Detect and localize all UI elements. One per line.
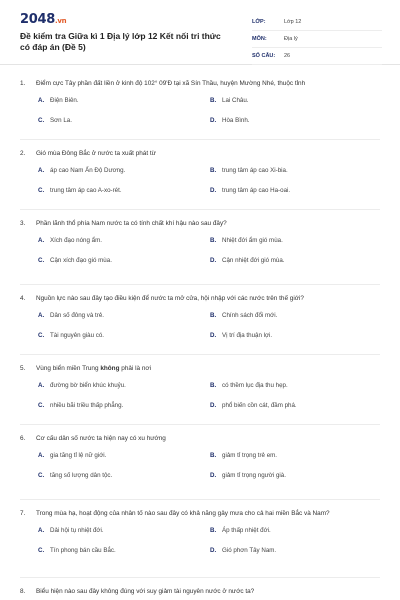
logo-suffix: .vn [54, 17, 67, 25]
answer-options [0, 380, 400, 420]
question-1 [0, 78, 400, 135]
question-row [0, 148, 400, 159]
option-letter: C. [38, 257, 45, 264]
answer-option-b[interactable] [210, 235, 382, 246]
option-letter: B. [210, 452, 217, 459]
answer-option-a[interactable] [38, 310, 210, 321]
option-letter: D. [210, 117, 217, 124]
question-divider [20, 284, 380, 285]
meta-subject-row [252, 31, 382, 48]
answer-option-d[interactable] [210, 255, 382, 266]
page-header [0, 0, 400, 65]
answer-option-a[interactable] [38, 165, 210, 176]
meta-subject-value: Địa lý [284, 36, 298, 42]
question-divider [20, 209, 380, 210]
option-text: Lai Châu. [222, 97, 249, 104]
question-divider [20, 577, 380, 578]
question-row [0, 433, 400, 444]
meta-count-label: SỐ CÂU: [252, 53, 276, 59]
question-divider [20, 139, 380, 140]
meta-class-row [252, 14, 382, 31]
option-letter: C. [38, 472, 45, 479]
answer-options [0, 525, 400, 565]
question-divider [20, 354, 380, 355]
question-text-emphasis: không [100, 365, 120, 372]
option-text: Cận nhiệt đới gió mùa. [222, 257, 285, 264]
answer-options [0, 235, 400, 275]
answer-option-a[interactable] [38, 380, 210, 391]
question-4 [0, 293, 400, 350]
option-letter: C. [38, 117, 45, 124]
option-text: có thềm lục địa thu hẹp. [222, 382, 288, 389]
question-number: 6. [20, 435, 26, 442]
option-letter: C. [38, 547, 45, 554]
option-letter: A. [38, 527, 45, 534]
option-letter: D. [210, 472, 217, 479]
question-number: 7. [20, 510, 26, 517]
option-text: Gió phơn Tây Nam. [222, 547, 277, 554]
site-logo[interactable] [20, 12, 66, 27]
question-row [0, 218, 400, 229]
answer-option-d[interactable] [210, 545, 382, 556]
option-text: trung tâm áp cao Ha-oai. [222, 187, 291, 194]
answer-options [0, 95, 400, 135]
page-title: Đề kiểm tra Giữa kì 1 Địa lý lớp 12 Kết nối tri thức có đáp án (Đề 5) [20, 31, 221, 52]
question-8 [0, 586, 400, 597]
question-text [36, 363, 380, 374]
option-text: đường bờ biển khúc khuỷu. [50, 382, 126, 389]
question-row [0, 293, 400, 304]
option-letter: C. [38, 187, 45, 194]
answer-option-a[interactable] [38, 450, 210, 461]
answer-option-d[interactable] [210, 115, 382, 126]
question-row [0, 586, 400, 597]
option-letter: D. [210, 402, 217, 409]
answer-option-b[interactable] [210, 95, 382, 106]
question-3 [0, 218, 400, 275]
option-letter: A. [38, 452, 45, 459]
meta-panel [252, 14, 382, 65]
question-6 [0, 433, 400, 490]
option-text: Chính sách đổi mới. [222, 312, 278, 319]
option-text: Cận xích đạo gió mùa. [50, 257, 112, 264]
question-row [0, 363, 400, 374]
option-text: gia tăng tỉ lệ nữ giới. [50, 452, 107, 459]
question-number: 4. [20, 295, 26, 302]
option-text: Hòa Bình. [222, 117, 250, 124]
answer-option-a[interactable] [38, 525, 210, 536]
answer-option-c[interactable] [38, 400, 210, 411]
answer-option-c[interactable] [38, 330, 210, 341]
question-text-part: Vùng biển miền Trung [36, 365, 101, 372]
meta-class-label: LỚP: [252, 19, 266, 25]
option-text: trung tâm áp cao Xi-bia. [222, 167, 288, 174]
question-text: Cơ cấu dân số nước ta hiện nay có xu hướng [36, 435, 166, 442]
question-text: Điểm cực Tây phần đất liền ở kinh độ 102° 09'Đ tại xã Sín Thầu, huyện Mường Nhé, thuộc tỉnh [36, 80, 306, 87]
option-text: Nhiệt đới ẩm gió mùa. [222, 237, 283, 244]
option-text: Dân số đông và trẻ. [50, 312, 105, 319]
option-text: Tín phong bán cầu Bắc. [50, 547, 116, 554]
question-number: 2. [20, 150, 26, 157]
option-letter: A. [38, 382, 45, 389]
option-letter: B. [210, 382, 217, 389]
answer-option-a[interactable] [38, 235, 210, 246]
question-text: Biểu hiện nào sau đây không đúng với suy giảm tài nguyên nước ở nước ta? [36, 588, 255, 595]
option-text: Tài nguyên giàu có. [50, 332, 105, 339]
option-text: áp cao Nam Ấn Độ Dương. [50, 167, 126, 174]
question-text-part: phải là nơi [119, 365, 152, 372]
question-text: Nguồn lực nào sau đây tạo điều kiện để nước ta mở cửa, hội nhập với các nước trên thế giới? [36, 295, 304, 302]
answer-option-c[interactable] [38, 255, 210, 266]
answer-options [0, 310, 400, 350]
answer-option-b[interactable] [210, 310, 382, 321]
meta-count-value: 26 [284, 53, 291, 59]
answer-option-b[interactable] [210, 380, 382, 391]
answer-options [0, 450, 400, 490]
option-letter: B. [210, 167, 217, 174]
option-text: nhiều bãi triều thấp phẳng. [50, 402, 124, 409]
question-row [0, 508, 400, 519]
question-text: Trong mùa hạ, hoạt động của nhân tố nào sau đây có khả năng gây mưa cho cả hai miền Bắc và Nam? [36, 510, 330, 517]
option-text: Xích đạo nóng ẩm. [50, 237, 102, 244]
question-number: 8. [20, 588, 26, 595]
answer-option-d[interactable] [210, 400, 382, 411]
answer-option-c[interactable] [38, 470, 210, 481]
option-letter: A. [38, 237, 45, 244]
option-text: Điện Biên. [50, 97, 79, 104]
option-text: giảm tỉ trọng người già. [222, 472, 286, 479]
option-text: Dải hội tụ nhiệt đới. [50, 527, 104, 534]
option-letter: D. [210, 332, 217, 339]
option-letter: D. [210, 257, 217, 264]
answer-options [0, 165, 400, 205]
option-letter: B. [210, 527, 217, 534]
question-number: 1. [20, 80, 26, 87]
question-2 [0, 148, 400, 205]
option-text: trung tâm áp cao A-xo-rét. [50, 187, 122, 194]
question-divider [20, 424, 380, 425]
answer-option-a[interactable] [38, 95, 210, 106]
question-5 [0, 363, 400, 420]
option-letter: A. [38, 312, 45, 319]
answer-option-b[interactable] [210, 450, 382, 461]
question-text: Gió mùa Đông Bắc ở nước ta xuất phát từ [36, 150, 156, 157]
answer-option-d[interactable] [210, 330, 382, 341]
option-letter: B. [210, 237, 217, 244]
option-letter: A. [38, 167, 45, 174]
answer-option-c[interactable] [38, 115, 210, 126]
option-text: tăng số lượng dân tộc. [50, 472, 113, 479]
question-text: Phần lãnh thổ phía Nam nước ta có tính chất khí hậu nào sau đây? [36, 220, 227, 227]
meta-subject-label: MÔN: [252, 36, 267, 42]
answer-option-c[interactable] [38, 185, 210, 196]
meta-class-value: Lớp 12 [284, 19, 302, 25]
option-letter: B. [210, 312, 217, 319]
question-number: 3. [20, 220, 26, 227]
option-letter: D. [210, 187, 217, 194]
answer-option-c[interactable] [38, 545, 210, 556]
question-7 [0, 508, 400, 565]
answer-option-b[interactable] [210, 165, 382, 176]
option-text: Áp thấp nhiệt đới. [222, 527, 271, 534]
option-letter: C. [38, 402, 45, 409]
option-text: phổ biến cồn cát, đầm phá. [222, 402, 297, 409]
option-text: giảm tỉ trọng trẻ em. [222, 452, 278, 459]
answer-option-b[interactable] [210, 525, 382, 536]
option-letter: C. [38, 332, 45, 339]
answer-option-d[interactable] [210, 470, 382, 481]
option-letter: B. [210, 97, 217, 104]
option-text: Sơn La. [50, 117, 72, 124]
meta-count-row [252, 48, 382, 65]
answer-option-d[interactable] [210, 185, 382, 196]
question-row [0, 78, 400, 89]
option-text: Vị trí địa thuận lợi. [222, 332, 273, 339]
question-divider [20, 499, 380, 500]
logo-text: 2048 [20, 12, 55, 27]
question-number: 5. [20, 365, 26, 372]
option-letter: A. [38, 97, 45, 104]
option-letter: D. [210, 547, 217, 554]
